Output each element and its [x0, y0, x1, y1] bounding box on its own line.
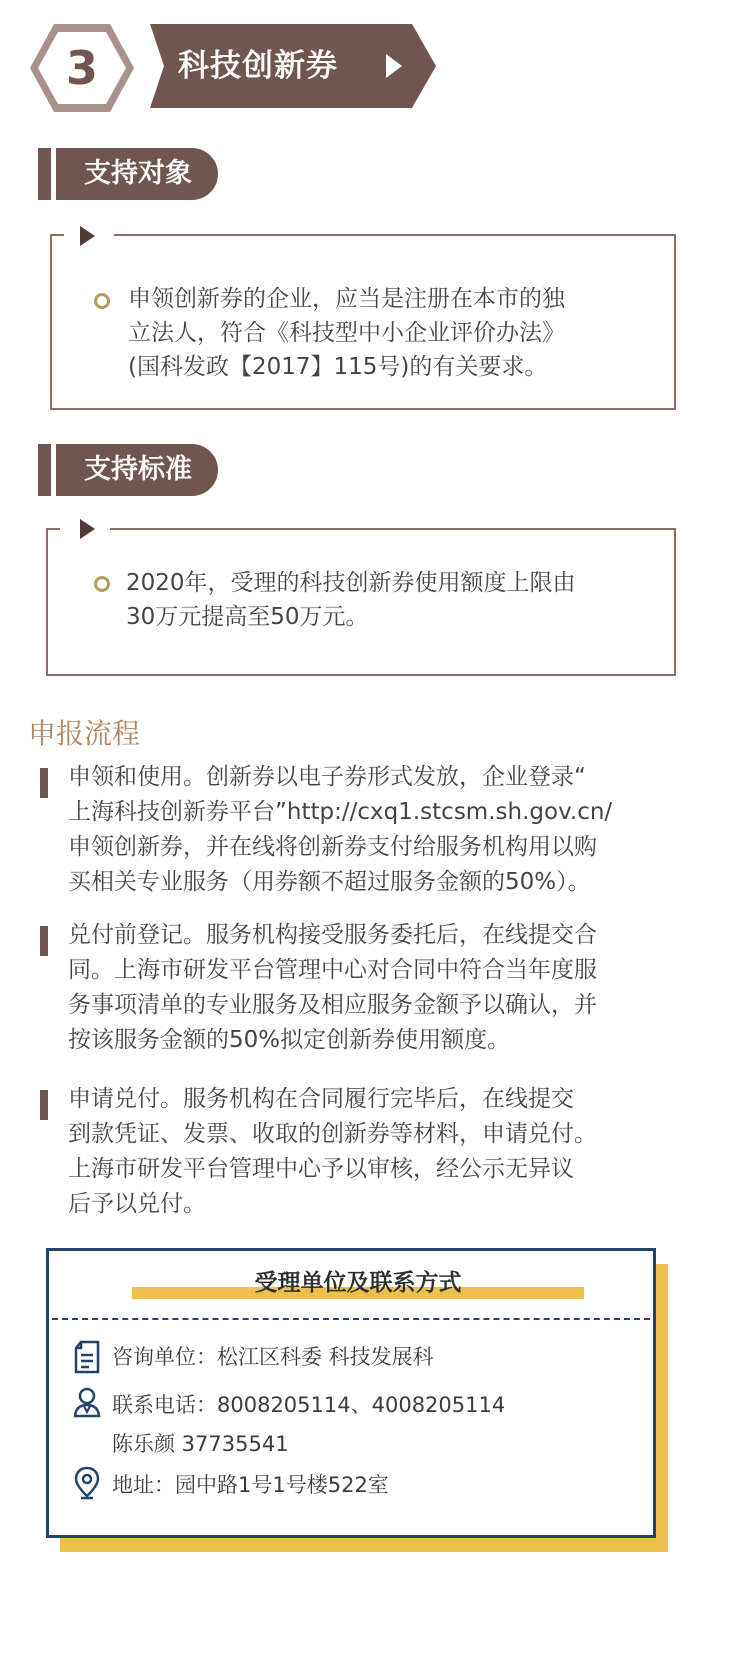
- section-marker: [38, 444, 51, 496]
- contact-unit: 咨询单位：松江区科委 科技发展科: [112, 1345, 434, 1369]
- process-item-marker: [40, 1090, 48, 1120]
- process-heading: 申报流程: [28, 717, 141, 750]
- contact-phone: 联系电话：8008205114、4008205114: [112, 1393, 506, 1417]
- person-icon: [72, 1386, 102, 1420]
- document-icon: [72, 1340, 102, 1374]
- section-heading-target: 支持对象: [56, 148, 218, 200]
- contact-address: 地址：园中路1号1号楼522室: [112, 1473, 389, 1497]
- standard-description: 2020年，受理的科技创新券使用额度上限由 30万元提高至50万元。: [126, 570, 576, 630]
- process-item-apply: 申领和使用。创新券以电子券形式发放，企业登录“ 上海科技创新券平台”http://cxq1.stcsm.sh.gov.cn/ 申领创新券，并在线将创新券支付给服务机构用以购 买相关专业服务（用券额不超过服务金额的50%）。: [68, 764, 613, 895]
- contact-person: 陈乐颜 37735541: [112, 1432, 289, 1456]
- section-number-hexagon: [26, 20, 138, 116]
- section-marker: [38, 148, 51, 200]
- ring-bullet-icon: [94, 293, 110, 309]
- process-item-redeem: 申请兑付。服务机构在合同履行完毕后，在线提交 到款凭证、发票、收取的创新券等材料，申请兑付。 上海市研发平台管理中心予以审核，经公示无异议 后予以兑付。: [68, 1086, 597, 1217]
- process-item-marker: [40, 926, 48, 956]
- ring-bullet-icon: [94, 576, 110, 592]
- contact-divider: [52, 1318, 650, 1320]
- location-pin-icon: [72, 1466, 102, 1500]
- process-item-register: 兑付前登记。服务机构接受服务委托后，在线提交合 同。上海市研发平台管理中心对合同中符合当年度服 务事项清单的专业服务及相应服务金额予以确认，并 按该服务金额的50%拟定创新券使用额度。: [68, 922, 597, 1053]
- section-heading-standard: 支持标准: [56, 444, 218, 496]
- target-description: 申领创新券的企业，应当是注册在本市的独 立法人，符合《科技型中小企业评价办法》 (国科发政【2017】115号)的有关要求。: [128, 286, 565, 380]
- process-item-marker: [40, 768, 48, 798]
- play-arrow-icon: [80, 226, 95, 246]
- section-number: 3: [65, 41, 99, 95]
- contact-title: 受理单位及联系方式: [254, 1270, 462, 1296]
- page-title: 科技创新券: [178, 48, 338, 84]
- play-arrow-icon: [80, 519, 95, 539]
